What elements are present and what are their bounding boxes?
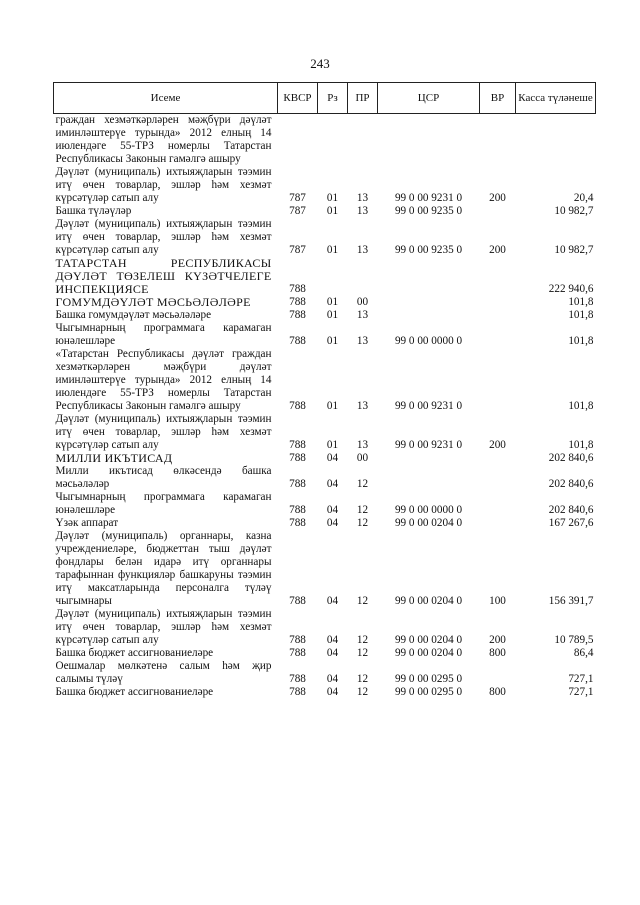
table-row	[54, 348, 596, 413]
row-kvsr: 788	[289, 686, 306, 698]
row-name: Башка бюджет ассигнованиеләре	[55, 647, 214, 659]
row-vr: 100	[489, 595, 506, 607]
row-vr	[480, 517, 516, 530]
row-csr: 99 0 00 0204 0	[394, 647, 463, 659]
row-rz: 04	[326, 595, 339, 607]
row-vr	[480, 114, 516, 167]
row-pr: 13	[356, 192, 369, 204]
row-name: Оешмалар мөлкәтенә салым һәм җир салымы түләү	[55, 660, 272, 685]
row-pr: 12	[356, 634, 369, 646]
row-csr: 99 0 00 0000 0	[394, 335, 463, 347]
row-name: Башка түләүләр	[55, 205, 132, 217]
row-kassa: 156 391,7	[548, 595, 594, 607]
table-row	[54, 491, 596, 517]
row-vr	[480, 322, 516, 348]
budget-table	[53, 82, 596, 699]
row-kassa: 202 840,6	[548, 478, 594, 490]
header-pr: ПР	[348, 83, 378, 114]
row-name: МИЛЛИ ИКЪТИСАД	[55, 451, 173, 465]
row-name: Башка гомумдәүләт мәсьәләләре	[55, 309, 212, 321]
row-pr: 12	[356, 595, 369, 607]
table-row	[54, 413, 596, 452]
table-body	[54, 114, 596, 700]
row-kassa: 101,8	[568, 335, 594, 347]
row-name: ГОМУМДӘҮЛӘТ МӘСЬӘЛӘЛӘРЕ	[55, 295, 251, 309]
row-rz	[318, 257, 348, 296]
header-csr: ЦСР	[378, 83, 480, 114]
header-kassa: Касса түләнеше	[516, 83, 596, 114]
row-kvsr: 788	[289, 452, 306, 464]
row-kassa: 20,4	[573, 192, 594, 204]
row-pr: 12	[356, 517, 369, 529]
table-row	[54, 465, 596, 491]
row-vr	[480, 296, 516, 309]
row-pr: 12	[356, 647, 369, 659]
row-name: Дәүләт (муниципаль) ихтыяҗларын тәэмин итү өчен товарлар, эшләр һәм хезмәт күрсәтүләр сатып алу	[55, 413, 272, 451]
row-csr: 99 0 00 0204 0	[394, 634, 463, 646]
header-kvsr: КВСР	[278, 83, 318, 114]
row-kvsr: 788	[289, 439, 306, 451]
row-vr: 200	[489, 439, 506, 451]
row-rz: 01	[326, 335, 339, 347]
row-rz: 01	[326, 296, 339, 308]
table-row	[54, 205, 596, 218]
row-csr: 99 0 00 0000 0	[394, 504, 463, 516]
row-csr	[378, 465, 480, 491]
table-row	[54, 530, 596, 608]
row-pr: 00	[356, 296, 369, 308]
row-kvsr: 788	[289, 309, 306, 321]
row-csr: 99 0 00 9231 0	[394, 439, 463, 451]
row-pr: 13	[356, 335, 369, 347]
row-name: «Татарстан Республикасы дәүләт граждан хезмәткәрләрен мәҗбүри дәүләт иминләштерүе турында» 2012 елның 14 июлендәге 55-ТРЗ номерлы Татарстан Республикасы Законын гамәлгә ашыру	[55, 348, 272, 412]
row-kassa: 727,1	[568, 673, 594, 685]
row-pr: 12	[356, 673, 369, 685]
row-kvsr: 788	[289, 296, 306, 308]
row-kassa	[516, 114, 596, 167]
row-rz	[318, 114, 348, 167]
row-pr: 13	[356, 244, 369, 256]
row-name: Дәүләт (муниципаль) ихтыяҗларын тәэмин итү өчен товарлар, эшләр һәм хезмәт күрсәтүләр сатып алу	[55, 218, 272, 256]
row-kvsr: 787	[289, 244, 306, 256]
row-vr: 800	[489, 686, 506, 698]
row-csr	[378, 114, 480, 167]
row-kvsr: 788	[289, 647, 306, 659]
row-rz: 01	[326, 192, 339, 204]
row-kassa: 167 267,6	[548, 517, 594, 529]
row-rz: 04	[326, 686, 339, 698]
row-kassa: 101,8	[568, 439, 594, 451]
row-kvsr	[278, 114, 318, 167]
row-pr: 13	[356, 309, 369, 321]
row-rz: 04	[326, 504, 339, 516]
row-kassa: 86,4	[573, 647, 594, 659]
row-kvsr: 788	[289, 335, 306, 347]
row-vr	[480, 348, 516, 413]
row-csr: 99 0 00 9231 0	[394, 192, 463, 204]
row-name: Үзәк аппарат	[55, 517, 119, 529]
row-kassa: 10 982,7	[554, 244, 594, 256]
row-rz: 01	[326, 400, 339, 412]
row-vr	[480, 257, 516, 296]
row-name: Дәүләт (муниципаль) органнары, казна учреждениеләре, бюджеттан тыш дәүләт фондлары белән идарә итү органнары тарафыннан функцияләр башкаруны тәэмин итү максатларында персоналга түләү чыгымнары	[55, 530, 272, 607]
row-name: Чыгымнарның программага карамаган юнәлешләре	[55, 491, 272, 516]
row-csr: 99 0 00 0295 0	[394, 686, 463, 698]
table-row	[54, 660, 596, 686]
table-row	[54, 452, 596, 465]
header-vr: ВР	[480, 83, 516, 114]
row-pr: 12	[356, 686, 369, 698]
row-name: Башка бюджет ассигнованиеләре	[55, 686, 214, 698]
header-name: Исеме	[54, 83, 278, 114]
row-vr	[480, 465, 516, 491]
row-vr	[480, 660, 516, 686]
row-kvsr: 787	[289, 192, 306, 204]
row-csr: 99 0 00 9235 0	[394, 205, 463, 217]
row-kassa: 101,8	[568, 400, 594, 412]
row-rz: 04	[326, 478, 339, 490]
row-name: Дәүләт (муниципаль) ихтыяҗларын тәэмин итү өчен товарлар, эшләр һәм хезмәт күрсәтүләр сатып алу	[55, 608, 272, 646]
row-rz: 01	[326, 439, 339, 451]
row-csr	[378, 257, 480, 296]
row-vr	[480, 491, 516, 517]
row-name: граждан хезмәткәрләрен мәҗбүри дәүләт иминләштерүе турында» 2012 елның 14 июлендәге 55-ТРЗ номерлы Татарстан Республикасы Законын гамәлгә ашыру	[55, 114, 272, 165]
row-kassa: 222 940,6	[548, 283, 594, 295]
table-row	[54, 296, 596, 309]
row-kvsr: 788	[289, 478, 306, 490]
row-vr: 200	[489, 192, 506, 204]
row-kassa: 10 789,5	[554, 634, 594, 646]
row-vr: 800	[489, 647, 506, 659]
row-name: ТАТАРСТАН РЕСПУБЛИКАСЫ ДӘҮЛӘТ ТӨЗЕЛЕШ КҮЗӘТЧЕЛЕГЕ ИНСПЕКЦИЯСЕ	[55, 256, 272, 296]
row-kvsr: 788	[289, 517, 306, 529]
row-vr	[480, 452, 516, 465]
row-kassa: 727,1	[568, 686, 594, 698]
row-kvsr: 788	[289, 673, 306, 685]
row-kvsr: 788	[289, 400, 306, 412]
header-rz: Рз	[318, 83, 348, 114]
row-csr	[378, 309, 480, 322]
row-kvsr: 788	[289, 634, 306, 646]
table-row	[54, 309, 596, 322]
row-pr: 13	[356, 439, 369, 451]
row-vr	[480, 309, 516, 322]
row-csr: 99 0 00 9235 0	[394, 244, 463, 256]
row-kassa: 101,8	[568, 296, 594, 308]
row-pr: 12	[356, 478, 369, 490]
row-name: Чыгымнарның программага карамаган юнәлешләре	[55, 322, 272, 347]
row-pr	[348, 257, 378, 296]
row-csr: 99 0 00 0295 0	[394, 673, 463, 685]
row-csr: 99 0 00 9231 0	[394, 400, 463, 412]
page-number: 243	[310, 56, 330, 71]
table-header-row	[54, 83, 596, 114]
row-csr: 99 0 00 0204 0	[394, 517, 463, 529]
row-rz: 04	[326, 634, 339, 646]
table-row	[54, 686, 596, 699]
table-row	[54, 114, 596, 167]
row-rz: 01	[326, 309, 339, 321]
row-pr: 13	[356, 205, 369, 217]
row-vr: 200	[489, 244, 506, 256]
table-row	[54, 218, 596, 257]
row-rz: 01	[326, 244, 339, 256]
row-rz: 04	[326, 452, 339, 464]
row-csr	[378, 296, 480, 309]
table-row	[54, 166, 596, 205]
row-pr: 13	[356, 400, 369, 412]
table-row	[54, 517, 596, 530]
row-kassa: 202 840,6	[548, 452, 594, 464]
row-rz: 01	[326, 205, 339, 217]
row-kvsr: 788	[289, 504, 306, 516]
row-rz: 04	[326, 647, 339, 659]
row-kvsr: 787	[289, 205, 306, 217]
table-row	[54, 257, 596, 296]
row-vr	[480, 205, 516, 218]
row-csr: 99 0 00 0204 0	[394, 595, 463, 607]
row-name: Милли икътисад өлкәсендә башка мәсьәләләр	[55, 465, 272, 490]
row-pr: 00	[356, 452, 369, 464]
row-kvsr: 788	[289, 283, 306, 295]
table-row	[54, 322, 596, 348]
row-csr	[378, 452, 480, 465]
row-kassa: 101,8	[568, 309, 594, 321]
row-kassa: 202 840,6	[548, 504, 594, 516]
table-row	[54, 647, 596, 660]
row-pr	[348, 114, 378, 167]
row-rz: 04	[326, 517, 339, 529]
row-rz: 04	[326, 673, 339, 685]
table-row	[54, 608, 596, 647]
row-name: Дәүләт (муниципаль) ихтыяҗларын тәэмин итү өчен товарлар, эшләр һәм хезмәт күрсәтүләр сатып алу	[55, 166, 272, 204]
row-pr: 12	[356, 504, 369, 516]
row-vr: 200	[489, 634, 506, 646]
row-kassa: 10 982,7	[554, 205, 594, 217]
row-kvsr: 788	[289, 595, 306, 607]
